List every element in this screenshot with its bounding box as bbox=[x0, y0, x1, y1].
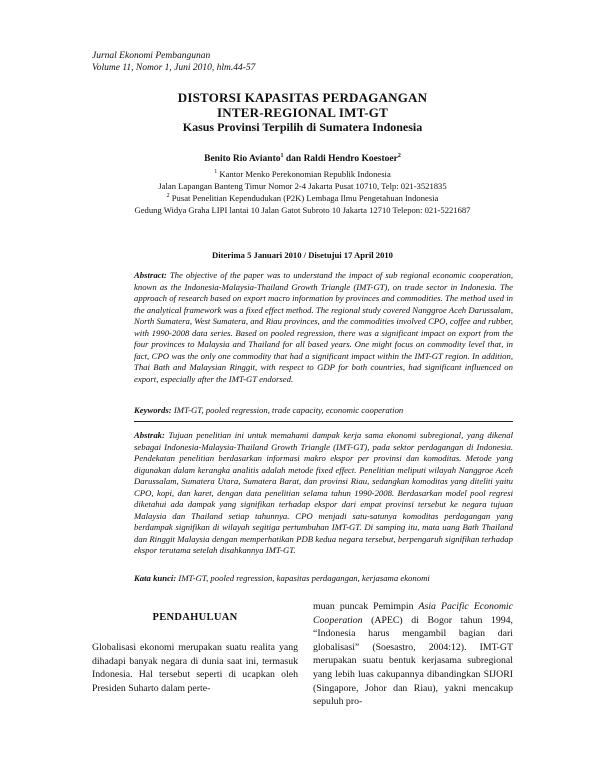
body-right-italic: Asia Pacific Economic Cooperation bbox=[313, 601, 513, 626]
keywords-english bbox=[134, 405, 513, 417]
author-1: Benito Rio Avianto bbox=[204, 154, 281, 164]
abstract-id-text: Tujuan penelitian ini untuk memahami dampak kerja sama ekonomi subregional, yang dikenal sebagai Indonesia-Malaysia-Thailand Growth Triangle (IMT-GT), pada sektor perdagangan di Indonesia. Pendekatan penelitian berdasarkan informasi makro ekspor per provinsi dan komoditas. Metode yang digunakan dalam kerangka analitis adalah metode fixed effect. Penelitian meliputi wilayah Nanggroe Aceh Darussalam, Sumatera Utara, Sumatera Barat, dan provinsi Riau, sedangkan komoditas yang diteliti yaitu CPO, kopi, dan karet, dengan data penelitian selama tahun 1990-2008. Berdasarkan model pool regresi diketahui ada dampak yang signifikan terhadap ekspor dari empat provinsi tersebut ke negara tujuan Malaysia dan Thailand setiap tahunnya. CPO menjadi satu-satunya komoditas perdagangan yang berdampak signifikan di wilayah segitiga pertumbuhan IMT-GT. Di samping itu, mata uang Bath Thailand dan Ringgit Malaysia dengan memperhatikan PDB kedua negara tersebut, berpengaruh signifikan terhadap ekspor terutama setelah disahkannya IMT-GT. bbox=[134, 430, 513, 555]
article-title-block bbox=[92, 90, 513, 135]
article-title-line1: DISTORSI KAPASITAS PERDAGANGAN bbox=[177, 90, 428, 105]
author-2: Raldi Hendro Koestoer bbox=[303, 154, 398, 164]
affiliation-1-line2: Jalan Lapangan Banteng Timur Nomor 2-4 Jakarta Pusat 10710, Telp: 021-3521835 bbox=[158, 181, 447, 191]
body-column-left: Globalisasi ekonomi merupakan suatu realita yang dihadapi banyak negara di dunia saat ini, termasuk Indonesia. Hal tersebut seperti di ucapkan oleh Presiden Suharto dalam perte- bbox=[92, 642, 298, 694]
body-column-right bbox=[313, 600, 513, 709]
article-subtitle: Kasus Provinsi Terpilih di Sumatera Indonesia bbox=[182, 120, 423, 134]
journal-issue: Volume 11, Nomor 1, Juni 2010, hlm.44-57 bbox=[92, 63, 256, 73]
body-right-pre: muan puncak Pemimpin bbox=[313, 601, 419, 612]
affiliations bbox=[92, 168, 513, 216]
keywords-en-label: Keywords: bbox=[134, 405, 172, 415]
affiliation-1-line1: $^1$ Kantor Menko Perekonomian Republik Indonesia bbox=[214, 169, 391, 179]
keywords-id-text: IMT-GT, pooled regression, kapasitas perdagangan, kerjasama ekonomi bbox=[178, 573, 430, 583]
author-2-sup: 2 bbox=[397, 152, 401, 159]
keywords-id-label: Kata kunci: bbox=[134, 573, 177, 583]
author-1-sup: 1 bbox=[280, 152, 284, 159]
article-title-line2: INTER-REGIONAL IMT-GT bbox=[217, 105, 388, 120]
abstract-en-label: Abstract: bbox=[134, 270, 167, 280]
journal-name: Jurnal Ekonomi Pembangunan bbox=[92, 51, 211, 61]
journal-header bbox=[92, 50, 255, 74]
body-right-post: (APEC) di Bogor tahun 1994, “Indonesia harus mengambil bagian dari globalisasi” (Soesastro, 2004:12). IMT-GT merupakan suatu bentuk kerjasama subregional yang lebih luas cakupannya dibandingkan SIJORI (Singapore, Johor dan Riau), yakni mencakup sepuluh pro- bbox=[313, 614, 513, 708]
abstract-id-label: Abstrak: bbox=[134, 430, 165, 440]
abstract-en-text: The objective of the paper was to understand the impact of sub regional economic cooperation, known as the Indonesia-Malaysia-Thailand Growth Triangle (IMT-GT), on trade sector in Indonesia. The approach of research based on export macro information by provinces and commodities. The method used in the analytical framework was a fixed effect method. The regional study covered Nanggroe Aceh Darussalam, North Sumatera, West Sumatera, and Riau provinces, and the commodities involved CPO, coffee and rubber, with 1990-2008 data series. Based on pooled regression, there was a significant impact on export from the four provinces to Malaysia and Thailand for all based years. One might focus on commodity level that, in fact, CPO was the only one commodity that had a significant impact within the IMT-GT region. In addition, Thai Bath and Malaysian Ringgit, with respect to GDP for both countries, had significant influenced on export, especially after the IMT-GT endorsed. bbox=[134, 270, 513, 384]
abstract-indonesian bbox=[134, 430, 513, 557]
abstract-english bbox=[134, 270, 513, 385]
keywords-indonesian bbox=[134, 573, 513, 585]
keywords-en-text: IMT-GT, pooled regression, trade capacity, economic cooperation bbox=[173, 405, 404, 415]
received-accepted-dates: Diterima 5 Januari 2010 / Disetujui 17 April 2010 bbox=[212, 250, 393, 260]
section-heading: PENDAHULUAN bbox=[152, 612, 238, 623]
abstract-divider bbox=[134, 421, 513, 422]
affiliation-2-line2: Gedung Widya Graha LIPI lantai 10 Jalan Gatot Subroto 10 Jakarta 12710 Telepon: 021-5221687 bbox=[134, 205, 471, 215]
author-connector: dan bbox=[285, 154, 302, 164]
authors-line bbox=[92, 153, 513, 165]
affiliation-2-line1: $^2$ Pusat Penelitian Kependudukan (P2K) Lembaga Ilmu Pengetahuan Indonesia bbox=[166, 193, 439, 203]
